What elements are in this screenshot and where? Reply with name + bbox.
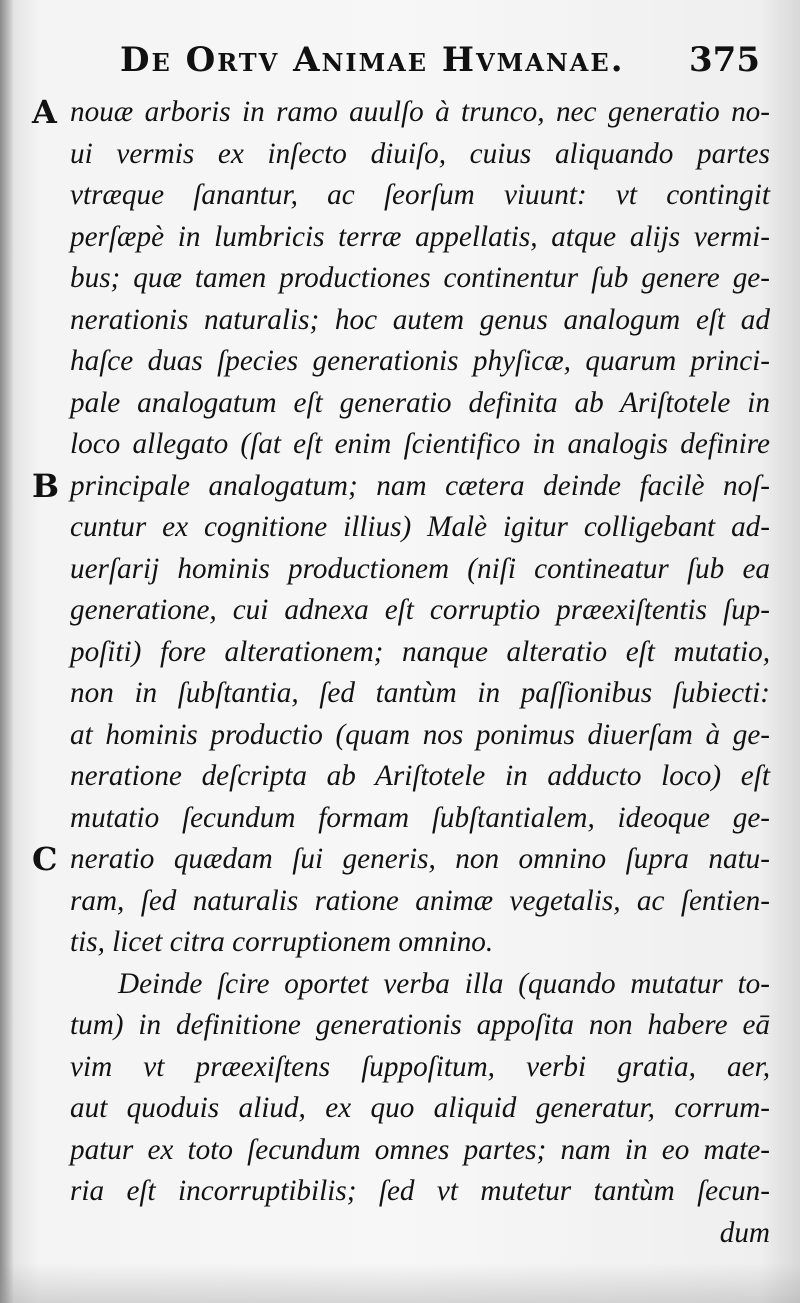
text-line-content: cuntur ex cognitione illius) Malè igitur colligebant ad- <box>70 511 770 543</box>
text-line <box>70 798 770 840</box>
margin-letter: B <box>32 466 60 505</box>
text-line-content: tum) in definitione generationis appoſita non habere eā <box>70 1009 770 1041</box>
text-line <box>70 341 770 383</box>
text-line-content: aut quoduis aliud, ex quo aliquid generatur, corrum- <box>70 1092 770 1124</box>
text-line <box>70 134 770 176</box>
text-line-content: ui vermis ex inſecto diuiſo, cuius aliquando partes <box>70 137 770 170</box>
text-line-content: vtræque ſanantur, ac ſeorſum viuunt: vt contingit <box>70 179 770 211</box>
text-line-content: bus; quæ tamen productiones continentur ſub genere ge- <box>70 262 770 294</box>
text-line <box>70 175 770 217</box>
text-line-content: loco allegato (ſat eſt enim ſcientifico in analogis definire <box>70 428 770 460</box>
body-text <box>32 92 770 1254</box>
text-line-content: mutatio ſecundum formam ſubſtantialem, ideoque ge- <box>70 801 770 834</box>
text-line <box>70 881 770 923</box>
text-line-content: at hominis productio (quam nos ponimus diuerſam à ge- <box>70 718 770 751</box>
text-line-content: poſiti) fore alterationem; nanque alteratio eſt mutatio, <box>70 635 770 668</box>
text-line <box>70 258 770 300</box>
margin-letter: C <box>32 840 58 878</box>
text-line <box>70 922 770 964</box>
page-bottom-edge <box>0 1263 800 1303</box>
text-line-content: ram, ſed naturalis ratione animæ vegetalis, ac ſentien- <box>70 884 770 917</box>
text-line <box>32 839 770 881</box>
catchword: dum <box>719 1216 770 1249</box>
text-line <box>70 673 770 715</box>
text-line-content: principale analogatum; nam cætera deinde facilè noſ- <box>70 469 770 502</box>
text-line-content: pale analogatum eſt generatio definita ab Ariſtotele in <box>70 386 770 419</box>
text-line <box>70 549 770 591</box>
text-line <box>70 1171 770 1213</box>
text-line <box>70 1047 770 1089</box>
text-line <box>70 1130 770 1172</box>
text-line <box>70 590 770 632</box>
text-line <box>70 383 770 425</box>
gutter-shadow <box>0 0 14 1303</box>
text-line <box>70 507 770 549</box>
text-line-content: vim vt præexiſtens ſuppoſitum, verbi gratia, aer, <box>70 1050 770 1083</box>
text-line-content: patur ex toto ſecundum omnes partes; nam in eo mate- <box>70 1133 770 1166</box>
text-line <box>70 964 770 1006</box>
text-line-content: nouæ arboris in ramo auulſo à trunco, nec generatio no- <box>70 96 770 128</box>
text-line-content: neratione deſcripta ab Ariſtotele in adducto loco) eſt <box>70 760 770 792</box>
text-line <box>70 756 770 798</box>
text-line <box>70 1088 770 1130</box>
text-line <box>70 300 770 342</box>
text-line <box>70 424 770 466</box>
catchword-line <box>70 1213 770 1255</box>
text-line-content: perſæpè in lumbricis terræ appellatis, atque alijs vermi- <box>70 220 770 253</box>
text-line-content: uerſarij hominis productionem (niſi contineatur ſub ea <box>70 552 770 585</box>
text-line <box>70 1005 770 1047</box>
text-line <box>32 466 770 508</box>
page-number: 375 <box>689 40 760 80</box>
running-title: De Ortv Animae Hvmanae. <box>120 40 625 80</box>
text-line <box>70 715 770 757</box>
text-line-content: haſce duas ſpecies generationis phyſicæ, quarum princi- <box>70 345 770 377</box>
text-line-content: ria eſt incorruptibilis; ſed vt mutetur tantùm ſecun- <box>70 1175 770 1207</box>
text-line-content: tis, licet citra corruptionem omnino. <box>70 926 494 958</box>
text-line <box>32 92 770 134</box>
margin-letter: A <box>32 93 57 131</box>
text-line-content: neratio quædam ſui generis, non omnino ſupra natu- <box>70 843 770 875</box>
text-line-content: nerationis naturalis; hoc autem genus analogum eſt ad <box>70 303 770 336</box>
page-header <box>60 32 760 88</box>
text-line <box>70 632 770 674</box>
text-line <box>70 217 770 259</box>
text-line-content: Deinde ſcire oportet verba illa (quando mutatur to- <box>118 967 770 1000</box>
text-line-content: generatione, cui adnexa eſt corruptio præexiſtentis ſup- <box>70 594 770 626</box>
text-line-content: non in ſubſtantia, ſed tantùm in paſſionibus ſubiecti: <box>70 677 770 709</box>
